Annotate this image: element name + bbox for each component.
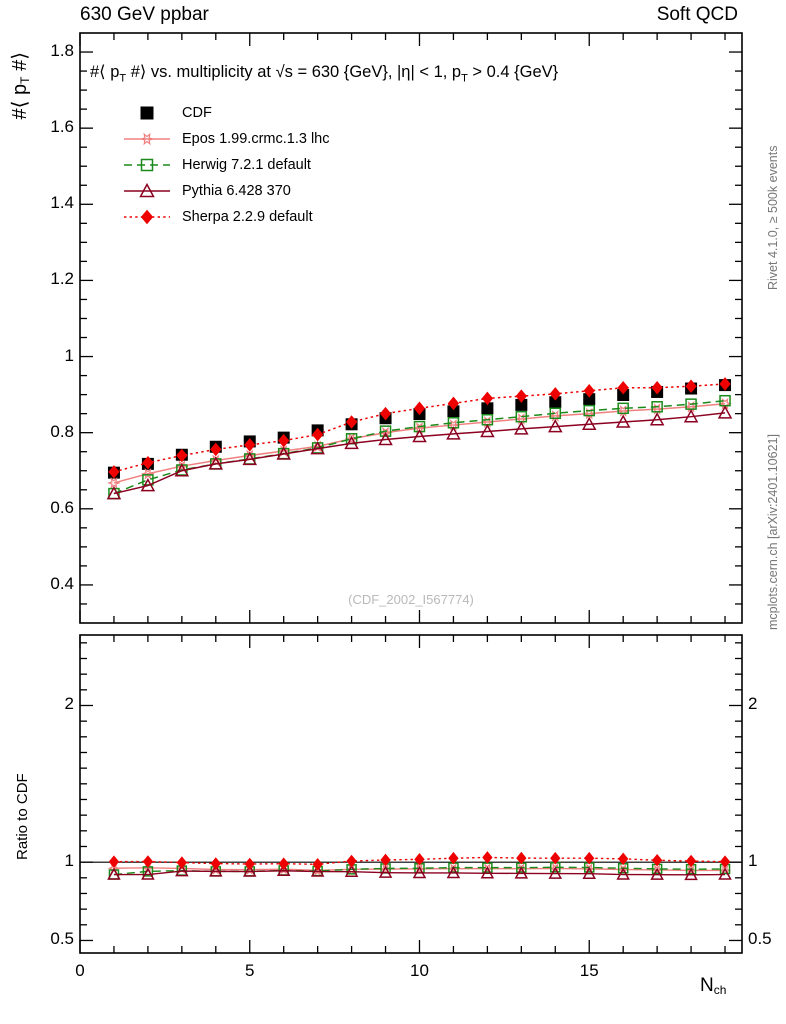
legend-item[interactable] [120, 204, 330, 230]
legend-label: Sherpa 2.2.9 default [182, 209, 313, 225]
main-ytick: 0.8 [50, 421, 74, 441]
main-ylabel: #⟨ $p_T$ #⟩ [9, 52, 32, 120]
main-ytick: 1.8 [50, 41, 74, 61]
main-ytick: 0.4 [50, 573, 74, 593]
legend-marker-square-filled [120, 103, 174, 123]
ratio-frame [80, 635, 742, 953]
legend-marker-diamond-filled [120, 207, 174, 227]
ratio-ytick: 2 [64, 694, 74, 714]
rivet-version-label: Rivet 4.1.0, ≥ 500k events [766, 145, 780, 290]
legend-marker-square-open [120, 155, 174, 175]
main-ytick: 1.6 [50, 117, 74, 137]
xtick: 5 [245, 961, 255, 980]
legend-label: Herwig 7.2.1 default [182, 157, 311, 173]
main-ytick: 1.2 [50, 269, 74, 289]
legend-marker-triangle-open [120, 181, 174, 201]
mcplots-ref-label: mcplots.cern.ch [arXiv:2401.10621] [766, 434, 780, 630]
legend-label: CDF [182, 105, 212, 121]
xtick: 0 [75, 961, 85, 980]
ratio-ylabel: Ratio to CDF [14, 773, 31, 860]
legend-item[interactable] [120, 100, 330, 126]
legend-item[interactable] [120, 126, 330, 152]
ratio-ytick: 0.5 [50, 929, 74, 949]
plot-title: #⟨ $p_T$ #⟩ vs. multiplicity at √s = 630 {GeV}, |η| < 1, $p_T > 0.4$ {GeV} [90, 63, 559, 85]
main-ytick: 0.6 [50, 497, 74, 517]
ratio-ytick: 0.5 [748, 929, 772, 949]
main-ytick: 1.4 [50, 193, 74, 213]
xaxis-label: Nch [700, 975, 727, 997]
ratio-ytick: 1 [748, 851, 758, 871]
watermark-label: (CDF_2002_I567774) [348, 592, 474, 607]
legend-item[interactable] [120, 152, 330, 178]
series-CDF [108, 379, 731, 479]
legend [120, 100, 330, 230]
xtick: 15 [579, 961, 599, 980]
header-right: Soft QCD [656, 4, 738, 25]
legend-marker-star [120, 129, 174, 149]
xtick: 10 [410, 961, 429, 980]
legend-label: Epos 1.99.crmc.1.3 lhc [182, 131, 330, 147]
legend-label: Pythia 6.428 370 [182, 183, 291, 199]
header-left: 630 GeV ppbar [80, 4, 209, 25]
ratio-ytick: 1 [64, 851, 74, 871]
ratio-ytick: 2 [748, 694, 758, 714]
legend-item[interactable] [120, 178, 330, 204]
main-ytick: 1 [64, 345, 74, 365]
